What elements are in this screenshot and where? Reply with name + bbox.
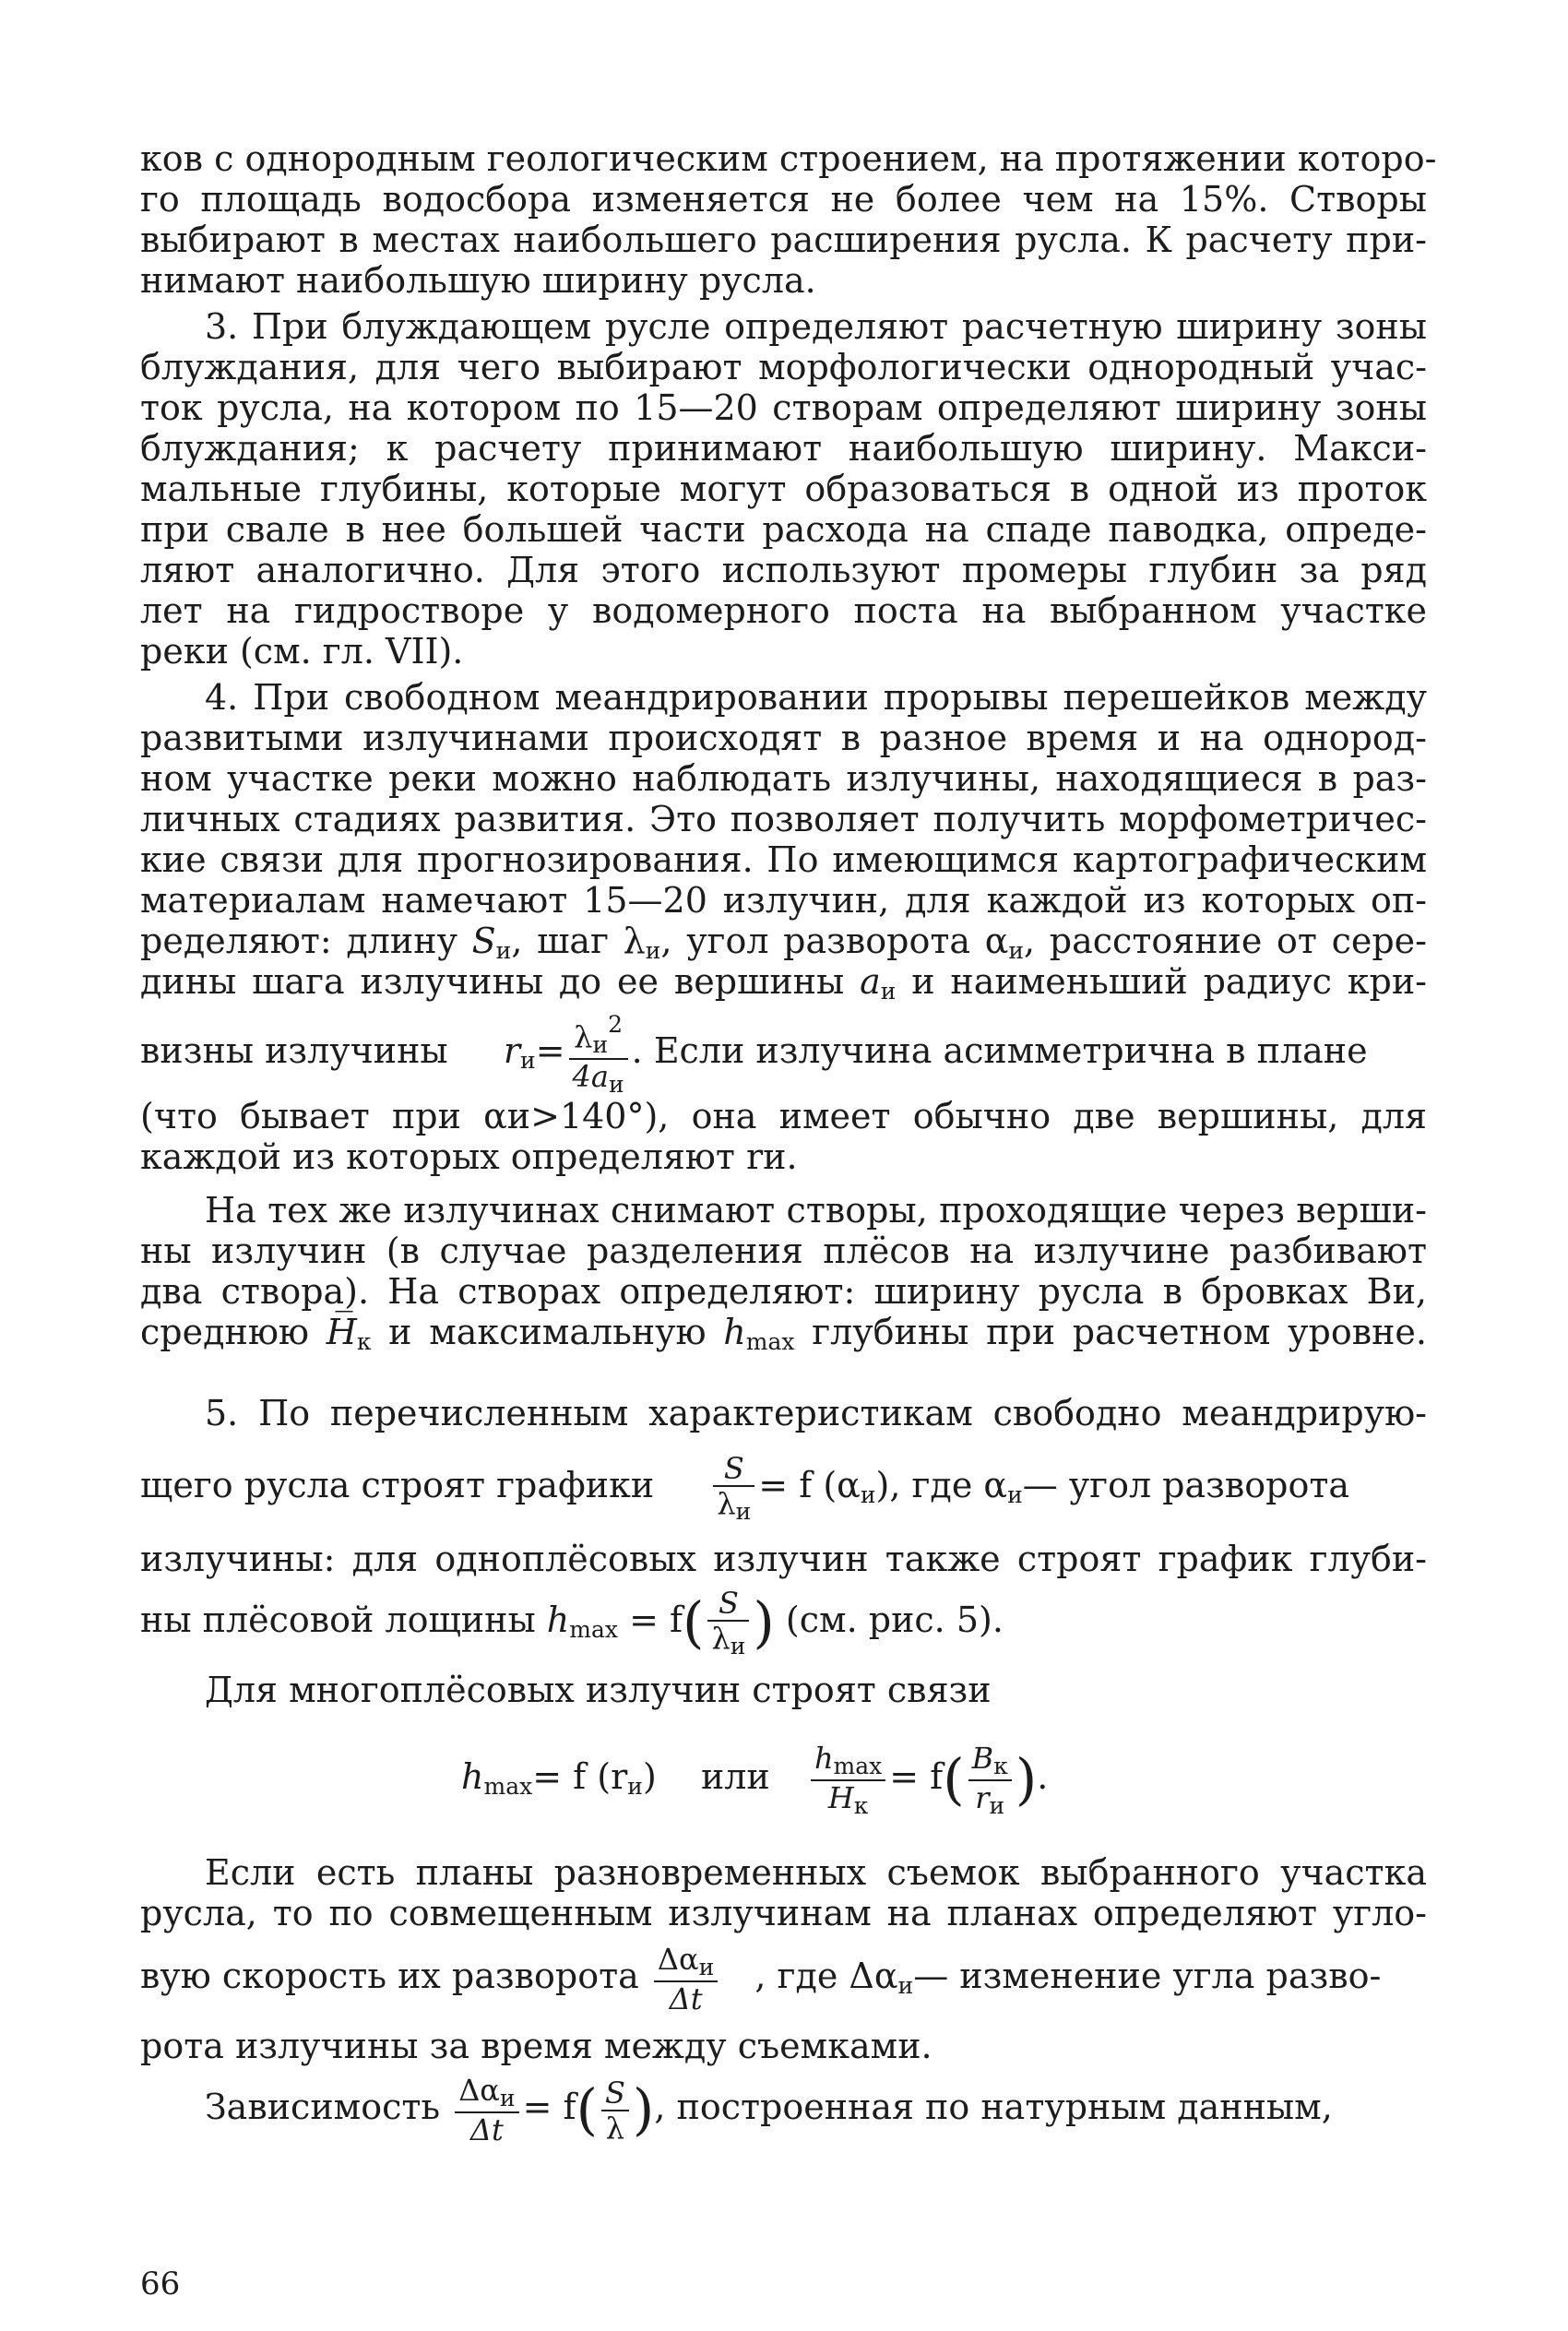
text-line: кие связи для прогнозирования. По имеющимся картографическим: [140, 839, 1427, 880]
text-line: (что бывает при αи>140°), она имеет обычно две вершины, для: [140, 1096, 1427, 1136]
text-line: нимают наибольшую ширину русла.: [140, 260, 816, 301]
paragraph-3-start: 3. При блуждающем русле определяют расчетную ширину зоны: [205, 306, 1427, 347]
s-lambda-fraction: $\frac{S}{\lambda_и}$: [707, 1588, 749, 1658]
hmax-formula-line: ны плёсовой лощины $h_{max} = f$( $\frac{S}{\lambda_и}$ ) (см. рис. 5).: [140, 1586, 1004, 1659]
text-line: ны излучин (в случае разделения плёсов на излучине разбивают: [140, 1231, 1427, 1271]
hmax-hk-fraction: $\frac{h_{max}}{H̅_к}$: [811, 1743, 885, 1817]
text-line-with-symbols: ределяют: длину $S_и$, шаг $\lambda_и$, угол разворота $\alpha_и$, расстояние от сере-: [140, 921, 1428, 964]
rotation-rate-line: вую скорость их разворота $\frac{\Delta\alpha_и}{\Delta t}$ , где $\Delta\alpha_и—$ изменение угла разво-: [140, 1942, 1382, 2016]
text-line-with-symbols: дины шага излучины до ее вершины $a_и$ и наименьший радиус кри-: [140, 961, 1427, 1005]
paragraph-start: Если есть планы разновременных съемок выбранного участка: [205, 1852, 1427, 1893]
text-line: рота излучины за время между съемками.: [140, 2026, 932, 2066]
text-line: материалам намечают 15—20 излучин, для каждой из которых оп-: [140, 880, 1427, 921]
text-line: излучины: для одноплёсовых излучин также строят график глуби-: [140, 1539, 1427, 1579]
paragraph-4-start: 4. При свободном меандрировании прорывы перешейков между: [205, 677, 1427, 718]
s-lambda-fraction: $\frac{S}{\lambda}$: [601, 2078, 629, 2143]
graph-formula-line: щего русла строят графики $\frac{S}{\lambda_и}$ = f $(\alpha_и)$, где $\alpha_и—$ угол разворота: [140, 1451, 1350, 1525]
bk-r-fraction: $\frac{B_к}{r_и}$: [968, 1743, 1012, 1817]
text-line: ков с однородным геологическим строением, на протяжении которо-: [140, 138, 1437, 179]
page-number: 66: [140, 2266, 181, 2302]
text-line: выбирают в местах наибольшего расширения русла. К расчету при-: [140, 220, 1427, 260]
text-line: блуждания, для чего выбирают морфологически однородный учас-: [140, 347, 1427, 387]
curvature-radius-line: визны излучины $r_и=$ $\frac{\lambda_и^2}{4a_и}$ . Если излучина асимметрична в плане: [140, 1010, 1368, 1098]
curvature-fraction: $\frac{\lambda_и^2}{4a_и}$: [569, 1013, 628, 1096]
rotation-rate-fraction: $\frac{\Delta\alpha_и}{\Delta t}$: [455, 2075, 518, 2145]
text-line: русла, то по совмещенным излучинам на планах определяют угло-: [140, 1893, 1427, 1933]
text-line: развитыми излучинами происходят в разное время и на однород-: [140, 718, 1427, 758]
rotation-rate-fraction: $\frac{\Delta\alpha_и}{\Delta t}$: [654, 1944, 718, 2014]
text-line: го площадь водосбора изменяется не более чем на 15%. Створы: [140, 179, 1427, 220]
text-line: ном участке реки можно наблюдать излучины, находящиеся в раз-: [140, 758, 1427, 799]
s-lambda-fraction: $\frac{S}{\lambda_и}$: [713, 1454, 754, 1523]
main-formula: $h_{max}= f$ $(r_и)$ или $\frac{h_{max}}{H̅_к}$ = f( $\frac{B_к}{r_и}$ ).: [461, 1740, 1049, 1819]
text-line: ляют аналогично. Для этого используют промеры глубин за ряд: [140, 550, 1427, 590]
text-line: реки (см. гл. VII).: [140, 631, 464, 672]
paragraph-start: На тех же излучинах снимают створы, проходящие через верши-: [205, 1190, 1427, 1231]
paragraph-5-start: 5. По перечисленным характеристикам свободно меандрирую-: [205, 1393, 1427, 1433]
text-line: при свале в нее большей части расхода на спаде паводка, опреде-: [140, 509, 1427, 550]
text-line: блуждания; к расчету принимают наибольшую ширину. Макси-: [140, 428, 1427, 469]
text-line: каждой из которых определяют rи.: [140, 1136, 798, 1177]
text-line: личных стадиях развития. Это позволяет получить морфометричес-: [140, 799, 1427, 839]
dependency-formula-line: Зависимость $\frac{\Delta\alpha_и}{\Delta t}$ = f( $\frac{S}{\lambda}$ ), построенная по натурным данным,: [205, 2073, 1333, 2147]
text-line: мальные глубины, которые могут образоваться в одной из проток: [140, 469, 1427, 509]
text-line: два створа). На створах определяют: ширину русла в бровках Bи,: [140, 1271, 1427, 1312]
paragraph-start: Для многоплёсовых излучин строят связи: [205, 1670, 992, 1710]
text-line: лет на гидростворе у водомерного поста на выбранном участке: [140, 590, 1427, 631]
text-line-with-symbols: среднюю $H̅_к$ и максимальную $h_{max}$ глубины при расчетном уровне.: [140, 1312, 1427, 1355]
text-line: ток русла, на котором по 15—20 створам определяют ширину зоны: [140, 387, 1427, 428]
